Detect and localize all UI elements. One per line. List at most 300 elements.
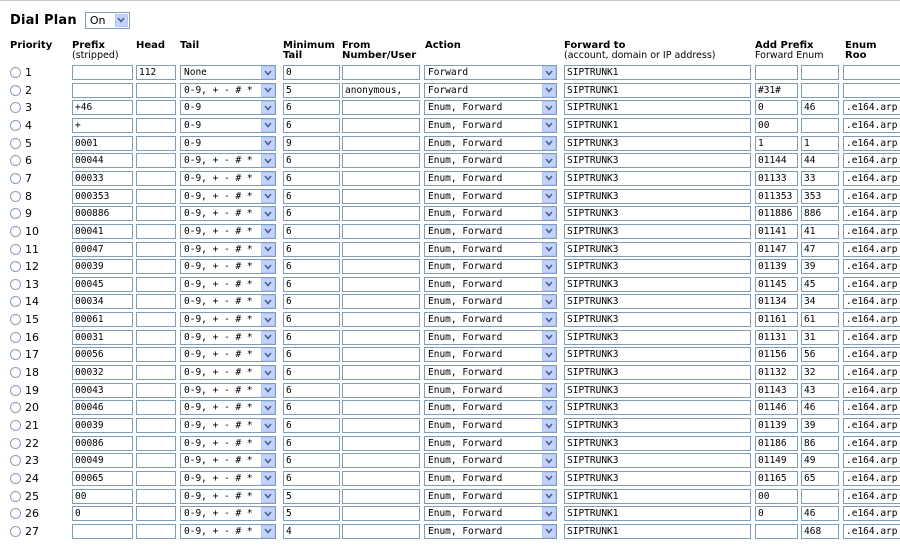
chevron-down-icon[interactable] — [261, 384, 275, 397]
prefix-input[interactable]: + — [72, 118, 133, 133]
forward-to-input[interactable]: SIPTRUNK1 — [564, 65, 751, 80]
chevron-down-icon[interactable] — [542, 66, 556, 79]
head-input[interactable] — [136, 400, 176, 415]
head-input[interactable] — [136, 100, 176, 115]
prefix-input[interactable]: +46 — [72, 100, 133, 115]
chevron-down-icon[interactable] — [542, 454, 556, 467]
from-input[interactable] — [342, 136, 420, 151]
tail-select[interactable] — [180, 294, 276, 309]
min-tail-input[interactable]: 9 — [283, 136, 340, 151]
enum-root-input[interactable]: .e164.arp — [843, 206, 900, 221]
chevron-down-icon[interactable] — [261, 331, 275, 344]
add-prefix-forward-input[interactable]: 01141 — [755, 224, 798, 239]
prefix-input[interactable]: 00047 — [72, 242, 133, 257]
chevron-down-icon[interactable] — [542, 190, 556, 203]
forward-to-input[interactable]: SIPTRUNK3 — [564, 277, 751, 292]
min-tail-input[interactable]: 6 — [283, 153, 340, 168]
tail-select[interactable] — [180, 400, 276, 415]
enum-root-input[interactable]: .e164.arp — [843, 506, 900, 521]
chevron-down-icon[interactable] — [261, 119, 275, 132]
forward-to-input[interactable]: SIPTRUNK3 — [564, 259, 751, 274]
enum-root-input[interactable]: .e164.arp — [843, 400, 900, 415]
forward-to-input[interactable]: SIPTRUNK3 — [564, 400, 751, 415]
head-input[interactable] — [136, 489, 176, 504]
forward-to-input[interactable]: SIPTRUNK1 — [564, 489, 751, 504]
chevron-down-icon[interactable] — [261, 525, 275, 538]
chevron-down-icon[interactable] — [542, 119, 556, 132]
chevron-down-icon[interactable] — [542, 243, 556, 256]
priority-radio[interactable] — [10, 314, 21, 325]
head-input[interactable] — [136, 171, 176, 186]
tail-select[interactable] — [180, 506, 276, 521]
min-tail-input[interactable]: 6 — [283, 471, 340, 486]
chevron-down-icon[interactable] — [542, 260, 556, 273]
tail-select[interactable] — [180, 224, 276, 239]
chevron-down-icon[interactable] — [542, 313, 556, 326]
prefix-input[interactable]: 00041 — [72, 224, 133, 239]
add-prefix-enum-input[interactable]: 56 — [801, 347, 839, 362]
action-select[interactable] — [424, 118, 557, 133]
chevron-down-icon[interactable] — [261, 137, 275, 150]
chevron-down-icon[interactable] — [261, 472, 275, 485]
chevron-down-icon[interactable] — [542, 154, 556, 167]
prefix-input[interactable]: 0001 — [72, 136, 133, 151]
action-select[interactable] — [424, 330, 557, 345]
chevron-down-icon[interactable] — [542, 419, 556, 432]
add-prefix-enum-input[interactable] — [801, 489, 839, 504]
from-input[interactable] — [342, 347, 420, 362]
chevron-down-icon[interactable] — [542, 525, 556, 538]
head-input[interactable] — [136, 524, 176, 539]
enum-root-input[interactable] — [843, 83, 900, 98]
add-prefix-enum-input[interactable]: 886 — [801, 206, 839, 221]
from-input[interactable] — [342, 242, 420, 257]
enum-root-input[interactable]: .e164.arp — [843, 471, 900, 486]
tail-select[interactable] — [180, 524, 276, 539]
head-input[interactable] — [136, 294, 176, 309]
from-input[interactable] — [342, 330, 420, 345]
prefix-input[interactable]: 00032 — [72, 365, 133, 380]
chevron-down-icon[interactable] — [542, 137, 556, 150]
chevron-down-icon[interactable] — [542, 472, 556, 485]
priority-radio[interactable] — [10, 385, 21, 396]
from-input[interactable] — [342, 259, 420, 274]
forward-to-input[interactable]: SIPTRUNK3 — [564, 330, 751, 345]
priority-radio[interactable] — [10, 438, 21, 449]
priority-radio[interactable] — [10, 85, 21, 96]
chevron-down-icon[interactable] — [261, 401, 275, 414]
forward-to-input[interactable]: SIPTRUNK3 — [564, 224, 751, 239]
tail-select[interactable] — [180, 347, 276, 362]
priority-radio[interactable] — [10, 473, 21, 484]
prefix-input[interactable]: 00086 — [72, 436, 133, 451]
from-input[interactable] — [342, 471, 420, 486]
add-prefix-enum-input[interactable]: 47 — [801, 242, 839, 257]
from-input[interactable] — [342, 312, 420, 327]
head-input[interactable] — [136, 418, 176, 433]
min-tail-input[interactable]: 6 — [283, 294, 340, 309]
chevron-down-icon[interactable] — [261, 313, 275, 326]
chevron-down-icon[interactable] — [261, 260, 275, 273]
from-input[interactable] — [342, 294, 420, 309]
action-select[interactable] — [424, 100, 557, 115]
from-input[interactable] — [342, 453, 420, 468]
add-prefix-enum-input[interactable]: 86 — [801, 436, 839, 451]
priority-radio[interactable] — [10, 173, 21, 184]
from-input[interactable] — [342, 400, 420, 415]
priority-radio[interactable] — [10, 279, 21, 290]
add-prefix-forward-input[interactable]: 01165 — [755, 471, 798, 486]
min-tail-input[interactable]: 6 — [283, 171, 340, 186]
enum-root-input[interactable]: .e164.arp — [843, 418, 900, 433]
tail-select[interactable] — [180, 453, 276, 468]
add-prefix-enum-input[interactable]: 65 — [801, 471, 839, 486]
forward-to-input[interactable]: SIPTRUNK3 — [564, 312, 751, 327]
head-input[interactable] — [136, 347, 176, 362]
min-tail-input[interactable]: 6 — [283, 259, 340, 274]
forward-to-input[interactable]: SIPTRUNK3 — [564, 171, 751, 186]
head-input[interactable] — [136, 453, 176, 468]
action-select[interactable] — [424, 471, 557, 486]
add-prefix-forward-input[interactable]: 01146 — [755, 400, 798, 415]
add-prefix-enum-input[interactable]: 44 — [801, 153, 839, 168]
priority-radio[interactable] — [10, 244, 21, 255]
action-select[interactable] — [424, 189, 557, 204]
priority-radio[interactable] — [10, 526, 21, 537]
add-prefix-enum-input[interactable] — [801, 83, 839, 98]
from-input[interactable] — [342, 206, 420, 221]
priority-radio[interactable] — [10, 67, 21, 78]
enum-root-input[interactable]: .e164.arp — [843, 383, 900, 398]
min-tail-input[interactable]: 6 — [283, 347, 340, 362]
chevron-down-icon[interactable] — [542, 384, 556, 397]
min-tail-input[interactable]: 6 — [283, 418, 340, 433]
tail-select[interactable] — [180, 277, 276, 292]
head-input[interactable] — [136, 242, 176, 257]
tail-select[interactable] — [180, 418, 276, 433]
action-select[interactable] — [424, 418, 557, 433]
action-select[interactable] — [424, 347, 557, 362]
chevron-down-icon[interactable] — [542, 401, 556, 414]
head-input[interactable] — [136, 224, 176, 239]
priority-radio[interactable] — [10, 208, 21, 219]
prefix-input[interactable]: 00065 — [72, 471, 133, 486]
priority-radio[interactable] — [10, 491, 21, 502]
add-prefix-enum-input[interactable] — [801, 65, 839, 80]
chevron-down-icon[interactable] — [542, 331, 556, 344]
from-input[interactable] — [342, 65, 420, 80]
chevron-down-icon[interactable] — [261, 295, 275, 308]
enum-root-input[interactable]: .e164.arp — [843, 312, 900, 327]
min-tail-input[interactable]: 0 — [283, 65, 340, 80]
enum-root-input[interactable]: .e164.arp — [843, 489, 900, 504]
action-select[interactable] — [424, 136, 557, 151]
priority-radio[interactable] — [10, 226, 21, 237]
forward-to-input[interactable]: SIPTRUNK3 — [564, 347, 751, 362]
prefix-input[interactable]: 00043 — [72, 383, 133, 398]
forward-to-input[interactable]: SIPTRUNK3 — [564, 436, 751, 451]
prefix-input[interactable]: 00039 — [72, 259, 133, 274]
dialplan-toggle-select[interactable] — [85, 12, 130, 29]
forward-to-input[interactable]: SIPTRUNK3 — [564, 242, 751, 257]
from-input[interactable] — [342, 418, 420, 433]
prefix-input[interactable]: 000353 — [72, 189, 133, 204]
enum-root-input[interactable]: .e164.arp — [843, 347, 900, 362]
chevron-down-icon[interactable] — [542, 507, 556, 520]
action-select[interactable] — [424, 312, 557, 327]
from-input[interactable] — [342, 153, 420, 168]
min-tail-input[interactable]: 6 — [283, 312, 340, 327]
add-prefix-enum-input[interactable]: 43 — [801, 383, 839, 398]
chevron-down-icon[interactable] — [542, 207, 556, 220]
head-input[interactable] — [136, 189, 176, 204]
add-prefix-enum-input[interactable]: 46 — [801, 100, 839, 115]
head-input[interactable] — [136, 330, 176, 345]
min-tail-input[interactable]: 6 — [283, 118, 340, 133]
min-tail-input[interactable]: 6 — [283, 436, 340, 451]
prefix-input[interactable]: 00 — [72, 489, 133, 504]
tail-select[interactable] — [180, 83, 276, 98]
chevron-down-icon[interactable] — [542, 348, 556, 361]
add-prefix-enum-input[interactable]: 32 — [801, 365, 839, 380]
forward-to-input[interactable]: SIPTRUNK3 — [564, 471, 751, 486]
tail-select[interactable] — [180, 383, 276, 398]
prefix-input[interactable]: 00045 — [72, 277, 133, 292]
priority-radio[interactable] — [10, 102, 21, 113]
add-prefix-forward-input[interactable]: 01156 — [755, 347, 798, 362]
prefix-input[interactable]: 00034 — [72, 294, 133, 309]
priority-radio[interactable] — [10, 296, 21, 307]
action-select[interactable] — [424, 489, 557, 504]
add-prefix-forward-input[interactable]: 01143 — [755, 383, 798, 398]
chevron-down-icon[interactable] — [261, 172, 275, 185]
chevron-down-icon[interactable] — [542, 101, 556, 114]
head-input[interactable] — [136, 259, 176, 274]
action-select[interactable] — [424, 171, 557, 186]
chevron-down-icon[interactable] — [261, 154, 275, 167]
enum-root-input[interactable]: .e164.arp — [843, 118, 900, 133]
head-input[interactable]: 112 — [136, 65, 176, 80]
action-select[interactable] — [424, 277, 557, 292]
add-prefix-forward-input[interactable]: 01133 — [755, 171, 798, 186]
head-input[interactable] — [136, 136, 176, 151]
min-tail-input[interactable]: 6 — [283, 189, 340, 204]
head-input[interactable] — [136, 206, 176, 221]
chevron-down-icon[interactable] — [542, 437, 556, 450]
enum-root-input[interactable]: .e164.arp — [843, 136, 900, 151]
action-select[interactable] — [424, 383, 557, 398]
chevron-down-icon[interactable] — [542, 84, 556, 97]
add-prefix-enum-input[interactable]: 46 — [801, 506, 839, 521]
add-prefix-enum-input[interactable]: 46 — [801, 400, 839, 415]
head-input[interactable] — [136, 383, 176, 398]
enum-root-input[interactable]: .e164.arp — [843, 259, 900, 274]
chevron-down-icon[interactable] — [261, 101, 275, 114]
add-prefix-forward-input[interactable]: 0 — [755, 506, 798, 521]
add-prefix-enum-input[interactable]: 39 — [801, 259, 839, 274]
add-prefix-enum-input[interactable]: 33 — [801, 171, 839, 186]
chevron-down-icon[interactable] — [542, 490, 556, 503]
chevron-down-icon[interactable] — [261, 243, 275, 256]
chevron-down-icon[interactable] — [261, 507, 275, 520]
enum-root-input[interactable]: .e164.arp — [843, 242, 900, 257]
enum-root-input[interactable]: .e164.arp — [843, 330, 900, 345]
min-tail-input[interactable]: 6 — [283, 383, 340, 398]
tail-select[interactable] — [180, 436, 276, 451]
priority-radio[interactable] — [10, 138, 21, 149]
tail-select[interactable] — [180, 171, 276, 186]
action-select[interactable] — [424, 294, 557, 309]
forward-to-input[interactable]: SIPTRUNK3 — [564, 418, 751, 433]
enum-root-input[interactable] — [843, 65, 900, 80]
enum-root-input[interactable]: .e164.arp — [843, 171, 900, 186]
from-input[interactable] — [342, 171, 420, 186]
add-prefix-forward-input[interactable]: #31# — [755, 83, 798, 98]
chevron-down-icon[interactable] — [261, 84, 275, 97]
chevron-down-icon[interactable] — [542, 225, 556, 238]
priority-radio[interactable] — [10, 508, 21, 519]
add-prefix-forward-input[interactable]: 011353 — [755, 189, 798, 204]
min-tail-input[interactable]: 5 — [283, 83, 340, 98]
action-select[interactable] — [424, 206, 557, 221]
enum-root-input[interactable]: .e164.arp — [843, 453, 900, 468]
prefix-input[interactable]: 0 — [72, 506, 133, 521]
chevron-down-icon[interactable] — [261, 190, 275, 203]
forward-to-input[interactable]: SIPTRUNK3 — [564, 136, 751, 151]
enum-root-input[interactable]: .e164.arp — [843, 524, 900, 539]
forward-to-input[interactable]: SIPTRUNK1 — [564, 506, 751, 521]
tail-select[interactable] — [180, 330, 276, 345]
chevron-down-icon[interactable] — [261, 278, 275, 291]
add-prefix-forward-input[interactable]: 011886 — [755, 206, 798, 221]
chevron-down-icon[interactable] — [261, 66, 275, 79]
prefix-input[interactable]: 00049 — [72, 453, 133, 468]
add-prefix-forward-input[interactable]: 01145 — [755, 277, 798, 292]
action-select[interactable] — [424, 224, 557, 239]
add-prefix-enum-input[interactable]: 39 — [801, 418, 839, 433]
add-prefix-enum-input[interactable]: 34 — [801, 294, 839, 309]
add-prefix-forward-input[interactable]: 01132 — [755, 365, 798, 380]
priority-radio[interactable] — [10, 420, 21, 431]
head-input[interactable] — [136, 312, 176, 327]
prefix-input[interactable]: 00033 — [72, 171, 133, 186]
add-prefix-forward-input[interactable]: 01144 — [755, 153, 798, 168]
prefix-input[interactable]: 000886 — [72, 206, 133, 221]
action-select[interactable] — [424, 153, 557, 168]
priority-radio[interactable] — [10, 367, 21, 378]
tail-select[interactable] — [180, 365, 276, 380]
add-prefix-forward-input[interactable]: 00 — [755, 489, 798, 504]
from-input[interactable] — [342, 189, 420, 204]
min-tail-input[interactable]: 6 — [283, 242, 340, 257]
min-tail-input[interactable]: 6 — [283, 330, 340, 345]
from-input[interactable] — [342, 436, 420, 451]
chevron-down-icon[interactable] — [261, 207, 275, 220]
prefix-input[interactable]: 00039 — [72, 418, 133, 433]
head-input[interactable] — [136, 436, 176, 451]
action-select[interactable] — [424, 259, 557, 274]
action-select[interactable] — [424, 242, 557, 257]
min-tail-input[interactable]: 6 — [283, 224, 340, 239]
add-prefix-enum-input[interactable]: 49 — [801, 453, 839, 468]
from-input[interactable] — [342, 100, 420, 115]
from-input[interactable] — [342, 365, 420, 380]
add-prefix-forward-input[interactable]: 01139 — [755, 259, 798, 274]
add-prefix-enum-input[interactable]: 31 — [801, 330, 839, 345]
priority-radio[interactable] — [10, 349, 21, 360]
enum-root-input[interactable]: .e164.arp — [843, 436, 900, 451]
tail-select[interactable] — [180, 242, 276, 257]
action-select[interactable] — [424, 65, 557, 80]
enum-root-input[interactable]: .e164.arp — [843, 153, 900, 168]
min-tail-input[interactable]: 6 — [283, 400, 340, 415]
enum-root-input[interactable]: .e164.arp — [843, 294, 900, 309]
action-select[interactable] — [424, 524, 557, 539]
chevron-down-icon[interactable] — [261, 419, 275, 432]
priority-radio[interactable] — [10, 455, 21, 466]
head-input[interactable] — [136, 153, 176, 168]
chevron-down-icon[interactable] — [542, 366, 556, 379]
prefix-input[interactable]: 00061 — [72, 312, 133, 327]
tail-select[interactable] — [180, 189, 276, 204]
add-prefix-forward-input[interactable]: 01131 — [755, 330, 798, 345]
head-input[interactable] — [136, 471, 176, 486]
add-prefix-forward-input[interactable]: 01147 — [755, 242, 798, 257]
action-select[interactable] — [424, 365, 557, 380]
add-prefix-enum-input[interactable]: 41 — [801, 224, 839, 239]
priority-radio[interactable] — [10, 261, 21, 272]
from-input[interactable] — [342, 489, 420, 504]
add-prefix-forward-input[interactable]: 01186 — [755, 436, 798, 451]
from-input[interactable] — [342, 118, 420, 133]
priority-radio[interactable] — [10, 332, 21, 343]
action-select[interactable] — [424, 436, 557, 451]
forward-to-input[interactable]: SIPTRUNK1 — [564, 524, 751, 539]
head-input[interactable] — [136, 277, 176, 292]
forward-to-input[interactable]: SIPTRUNK1 — [564, 100, 751, 115]
prefix-input[interactable]: 00044 — [72, 153, 133, 168]
min-tail-input[interactable]: 6 — [283, 277, 340, 292]
prefix-input[interactable] — [72, 83, 133, 98]
forward-to-input[interactable]: SIPTRUNK3 — [564, 153, 751, 168]
tail-select[interactable] — [180, 471, 276, 486]
priority-radio[interactable] — [10, 120, 21, 131]
prefix-input[interactable] — [72, 65, 133, 80]
min-tail-input[interactable]: 6 — [283, 206, 340, 221]
chevron-down-icon[interactable] — [261, 454, 275, 467]
head-input[interactable] — [136, 83, 176, 98]
add-prefix-forward-input[interactable]: 1 — [755, 136, 798, 151]
tail-select[interactable] — [180, 206, 276, 221]
tail-select[interactable] — [180, 489, 276, 504]
tail-select[interactable] — [180, 312, 276, 327]
chevron-down-icon[interactable] — [261, 490, 275, 503]
add-prefix-enum-input[interactable]: 45 — [801, 277, 839, 292]
forward-to-input[interactable]: SIPTRUNK3 — [564, 383, 751, 398]
tail-select[interactable] — [180, 65, 276, 80]
forward-to-input[interactable]: SIPTRUNK3 — [564, 189, 751, 204]
add-prefix-enum-input[interactable]: 1 — [801, 136, 839, 151]
prefix-input[interactable]: 00056 — [72, 347, 133, 362]
forward-to-input[interactable]: SIPTRUNK3 — [564, 206, 751, 221]
prefix-input[interactable]: 00031 — [72, 330, 133, 345]
min-tail-input[interactable]: 6 — [283, 100, 340, 115]
action-select[interactable] — [424, 453, 557, 468]
enum-root-input[interactable]: .e164.arp — [843, 277, 900, 292]
from-input[interactable] — [342, 224, 420, 239]
priority-radio[interactable] — [10, 191, 21, 202]
head-input[interactable] — [136, 506, 176, 521]
